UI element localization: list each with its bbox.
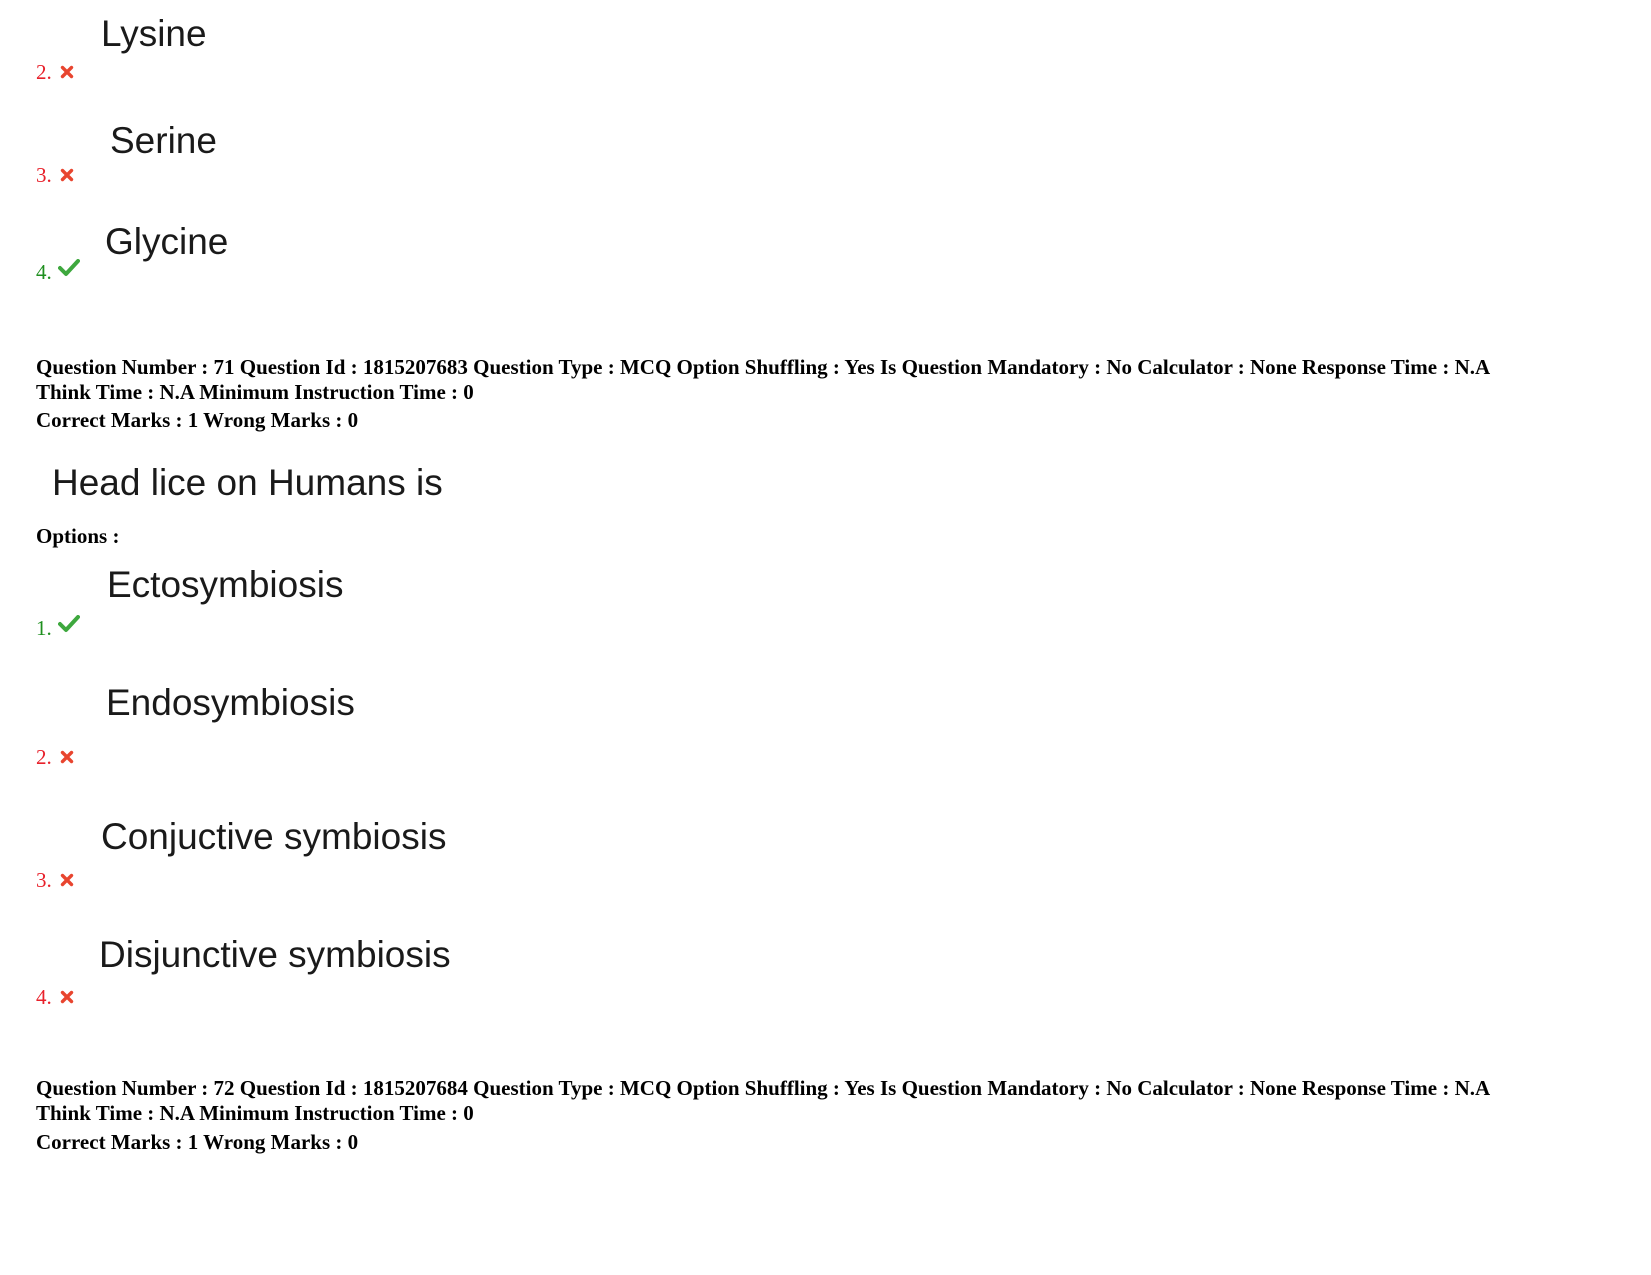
question-meta-line: Question Number : 72 Question Id : 1815207684 Question Type : MCQ Option Shuffling : Yes Is Question Mandatory : No Calculator : None Response Time : N.A: [36, 1076, 1491, 1100]
option-text: Lysine: [101, 13, 207, 54]
marks-line: Correct Marks : 1 Wrong Marks : 0: [36, 408, 359, 432]
question-meta: [36, 1076, 1490, 1126]
option-text: Ectosymbiosis: [107, 564, 344, 605]
check-icon: [58, 259, 80, 281]
option-number: [36, 987, 74, 1008]
option-number: [36, 747, 74, 768]
option-number-label: 2.: [36, 745, 52, 769]
option-text: Endosymbiosis: [106, 682, 355, 723]
cross-icon: [60, 747, 74, 768]
question-meta-line: Question Number : 71 Question Id : 1815207683 Question Type : MCQ Option Shuffling : Yes Is Question Mandatory : No Calculator : None Response Time : N.A: [36, 355, 1491, 379]
option-number-label: 1.: [36, 616, 52, 640]
option-number: [36, 262, 80, 283]
option-number: [36, 62, 74, 83]
question-text: Head lice on Humans is: [52, 462, 443, 503]
option-number-label: 3.: [36, 163, 52, 187]
option-text: Conjuctive symbiosis: [101, 816, 447, 857]
question-meta-line: Think Time : N.A Minimum Instruction Time : 0: [36, 380, 474, 404]
option-number: [36, 618, 80, 639]
option-text: Glycine: [105, 221, 229, 262]
question-meta: [36, 355, 1490, 405]
cross-icon: [60, 870, 74, 891]
options-label: Options :: [36, 524, 120, 548]
option-number-label: 4.: [36, 260, 52, 284]
cross-icon: [60, 165, 74, 186]
cross-icon: [60, 987, 74, 1008]
option-number-label: 4.: [36, 985, 52, 1009]
option-number-label: 3.: [36, 868, 52, 892]
option-text: Serine: [110, 120, 217, 161]
option-number-label: 2.: [36, 60, 52, 84]
option-number: [36, 165, 74, 186]
option-text: Disjunctive symbiosis: [99, 934, 451, 975]
marks-line: Correct Marks : 1 Wrong Marks : 0: [36, 1130, 359, 1154]
cross-icon: [60, 62, 74, 83]
check-icon: [58, 615, 80, 637]
option-number: [36, 870, 74, 891]
question-meta-line: Think Time : N.A Minimum Instruction Time : 0: [36, 1101, 474, 1125]
